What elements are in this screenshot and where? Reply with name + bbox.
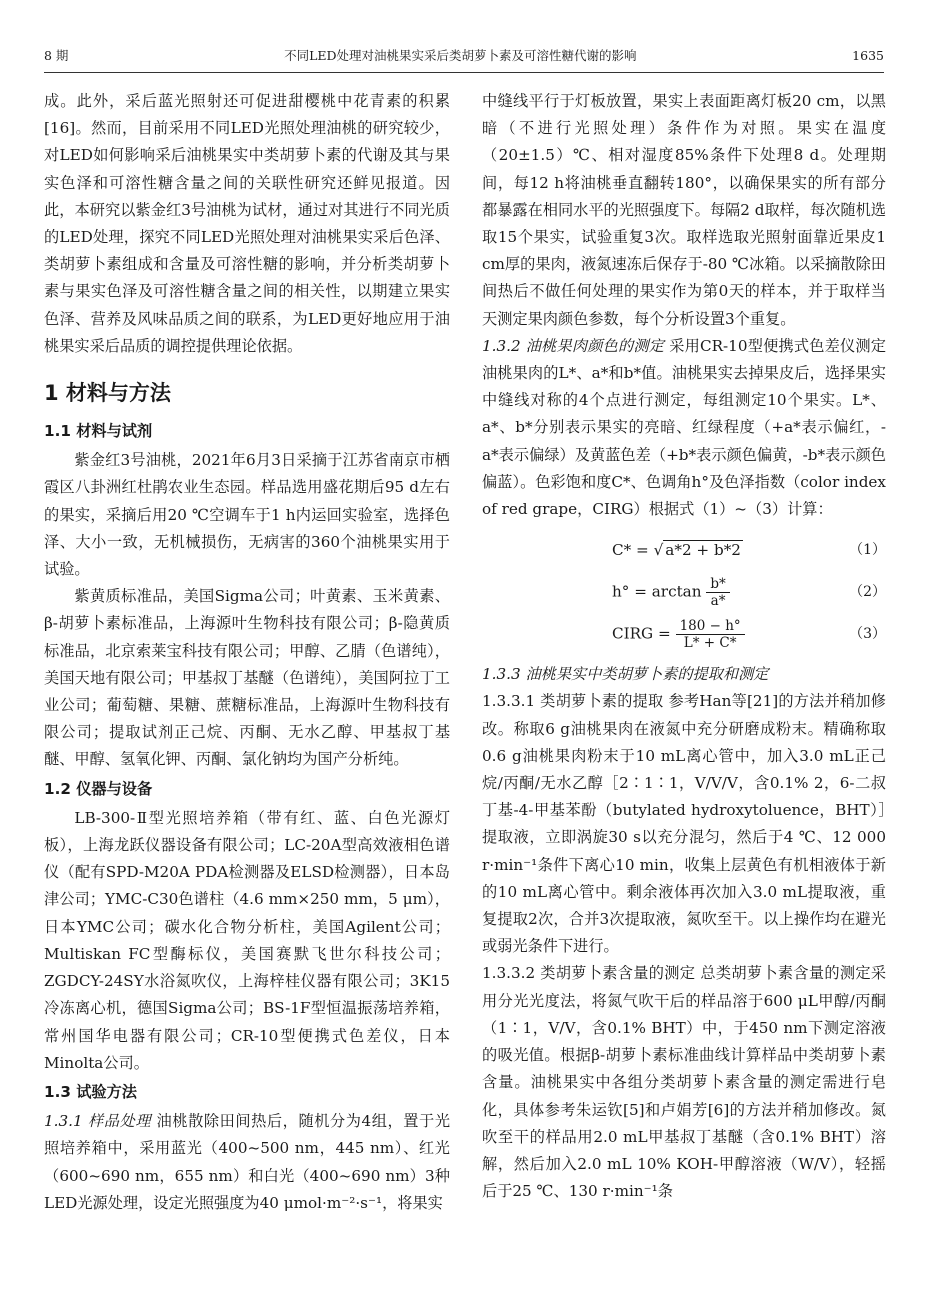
equations — [482, 529, 886, 655]
eq2-numerator: b* — [706, 576, 729, 593]
heading-1-3-3-1: 1.3.3.1 类胡萝卜素的提取 — [482, 692, 664, 711]
section-1-heading: 1 材料与方法 — [44, 381, 171, 406]
heading-1-3-3: 1.3.3 油桃果实中类胡萝卜素的提取和测定 — [482, 665, 769, 684]
paragraph-color-measurement — [482, 333, 886, 523]
extraction-text: 参考Han等[21]的方法并稍加修改。称取6 g油桃果肉在液氮中充分研磨成粉末。精确称取0.6 g油桃果肉粉末于10 mL离心管中，加入3.0 mL正己烷/丙酮/无水乙醇［2∶1∶1，V/V/V，含0.1% 2，6-二叔丁基-4-甲基苯酚（butylated hydroxytoluence，BHT）］提取液，立即涡旋30 s以充分混匀，然后于4 ℃、12 000 r·min⁻¹条件下离心10 min，收集上层黄色有机相液体于新的10 mL离心管中。剩余液体再次加入3.0 mL提取液，重复提取2次，合并3次提取液，氮吹至干。以上操作均在避光或弱光条件下进行。 — [482, 692, 886, 956]
eq3-number: （3） — [849, 625, 886, 642]
paragraph-sample-treatment — [44, 1108, 450, 1217]
left-column — [44, 88, 450, 1217]
header-rule — [44, 72, 884, 73]
running-header — [44, 44, 884, 66]
subsection-1-2-heading: 1.2 仪器与设备 — [44, 779, 153, 798]
eq2-fraction — [706, 576, 729, 609]
paragraph-treatment-continued: 中缝线平行于灯板放置，果实上表面距离灯板20 cm，以黑暗（不进行光照处理）条件作为对照。果实在温度（20±1.5）℃、相对湿度85%条件下处理8 d。处理期间，每12 h将油桃垂直翻转180°，以确保果实的所有部分都暴露在相同水平的光照强度下。每隔2 d取样，每次随机选取15个果实，试验重复3次。取样选取光照射面靠近果皮1 cm厚的果肉，液氮速冻后保存于-80 ℃冰箱。以采摘散除田间热后不做任何处理的果实作为第0天的样本，并于取样当天测定果肉颜色参数，每个分析设置3个重复。 — [482, 92, 886, 328]
eq2-lhs: h° = arctan — [612, 582, 702, 601]
equation-1 — [482, 529, 886, 571]
color-measurement-text: 采用CR-10型便携式色差仪测定油桃果肉的L*、a*和b*值。油桃果实去掉果皮后，选择果实中缝线对称的4个点进行测定，每组测定10个果实。L*、a*、b*分别表示果实的亮暗、红绿程度（+a*表示偏红，-a*表示偏绿）及黄蓝色差（+b*表示颜色偏黄，-b*表示颜色偏蓝）。色彩饱和度C*、色调角h°及色泽指数（color index of red grape，CIRG）根据式（1）~（3）计算： — [482, 336, 886, 519]
eq1-lhs: C* = — [612, 540, 649, 559]
eq3-lhs: CIRG = — [612, 624, 671, 643]
eq2-number: （2） — [849, 583, 886, 600]
running-title: 不同LED处理对油桃果实采后类胡萝卜素及可溶性糖代谢的影响 — [284, 48, 637, 63]
eq1-rhs: a*2 + b*2 — [665, 540, 741, 559]
heading-1-3-3-2: 1.3.3.2 类胡萝卜素含量的测定 — [482, 964, 696, 983]
paragraph-materials: 紫金红3号油桃，2021年6月3日采摘于江苏省南京市栖霞区八卦洲红杜鹃农业生态园。样品选用盛花期后95 d左右的果实，采摘后用20 ℃空调车于1 h内运回实验室，选择色泽、大小一致，无机械损伤，无病害的360个油桃果实用于试验。 — [44, 451, 450, 579]
eq2-denominator: a* — [710, 592, 726, 609]
paragraph-content-determination — [482, 960, 886, 1205]
page-number: 1635 — [852, 47, 884, 63]
eq3-denominator: L* + C* — [683, 634, 737, 651]
subsection-1-3-heading: 1.3 试验方法 — [44, 1082, 137, 1101]
paragraph-extraction — [482, 688, 886, 960]
eq3-numerator: 180 − h° — [676, 618, 745, 635]
heading-1-3-2: 1.3.2 油桃果肉颜色的测定 — [482, 336, 665, 355]
right-column — [482, 88, 886, 1205]
issue-number: 8 期 — [44, 48, 69, 63]
intro-paragraph: 成。此外，采后蓝光照射还可促进甜樱桃中花青素的积累[16]。然而，目前采用不同LED光照处理油桃的研究较少，对LED如何影响采后油桃果实中类胡萝卜素的代谢及其与果实色泽和可溶性糖含量之间的关联性研究还鲜见报道。因此，本研究以紫金红3号油桃为试材，通过对其进行不同光质的LED处理，探究不同LED光照处理对油桃果实采后色泽、类胡萝卜素组成和含量及可溶性糖的影响，并分析类胡萝卜素与果实色泽及可溶性糖含量之间的相关性，以期建立果实色泽、营养及风味品质之间的联系，为LED更好地应用于油桃果实采后品质的调控提供理论依据。 — [44, 92, 450, 355]
heading-1-3-1: 1.3.1 样品处理 — [44, 1112, 152, 1131]
content-determination-text: 总类胡萝卜素含量的测定采用分光光度法，将氮气吹干后的样品溶于600 μL甲醇/丙酮（1∶1，V/V，含0.1% BHT）中，于450 nm下测定溶液的吸光值。根据β-胡萝卜素标准曲线计算样品中类胡萝卜素含量。油桃果实中各组分类胡萝卜素含量的测定需进行皂化，具体参考朱运钦[5]和卢娟芳[6]的方法并稍加修改。氮吹至干的样品用2.0 mL甲基叔丁基醚（含0.1% BHT）溶解，然后加入2.0 mL 10% KOH-甲醇溶液（W/V），轻摇后于25 ℃、130 r·min⁻¹条 — [482, 964, 887, 1201]
equation-3 — [482, 613, 886, 655]
paragraph-instruments: LB-300-Ⅱ型光照培养箱（带有红、蓝、白色光源灯板），上海龙跃仪器设备有限公司；LC-20A型高效液相色谱仪（配有SPD-M20A PDA检测器及ELSD检测器），日本岛津公司；YMC-C30色谱柱（4.6 mm×250 mm，5 μm），日本YMC公司；碳水化合物分析柱，美国Agilent公司；Multiskan FC型酶标仪，美国赛默飞世尔科技公司；ZGDCY-24SY水浴氮吹仪，上海梓桂仪器有限公司；3K15冷冻离心机，德国Sigma公司；BS-1F型恒温振荡培养箱，常州国华电器有限公司；CR-10型便携式色差仪，日本Minolta公司。 — [44, 808, 450, 1072]
subsection-1-1-heading: 1.1 材料与试剂 — [44, 422, 153, 441]
sample-treatment-text: 油桃散除田间热后，随机分为4组，置于光照培养箱中，采用蓝光（400~500 nm，445 nm）、红光（600~690 nm，655 nm）和白光（400~690 nm）3种LED光源处理，设定光照强度为40 μmol·m⁻²·s⁻¹，将果实 — [44, 1112, 451, 1212]
eq3-fraction — [676, 618, 745, 651]
paragraph-reagents: 紫黄质标准品，美国Sigma公司；叶黄素、玉米黄素、β-胡萝卜素标准品，上海源叶生物科技有限公司；β-隐黄质标准品，北京索莱宝科技有限公司；甲醇、乙腈（色谱纯），美国天地有限公司；甲基叔丁基醚（色谱纯），美国阿拉丁工业公司；葡萄糖、果糖、蔗糖标准品，上海源叶生物科技有限公司；提取试剂正己烷、丙酮、无水乙醇、甲基叔丁基醚、甲醇、氢氧化钾、丙酮、氯化钠均为国产分析纯。 — [44, 587, 450, 769]
equation-2 — [482, 571, 886, 613]
eq1-number: （1） — [849, 541, 886, 558]
sqrt-sign: √ — [653, 540, 664, 559]
